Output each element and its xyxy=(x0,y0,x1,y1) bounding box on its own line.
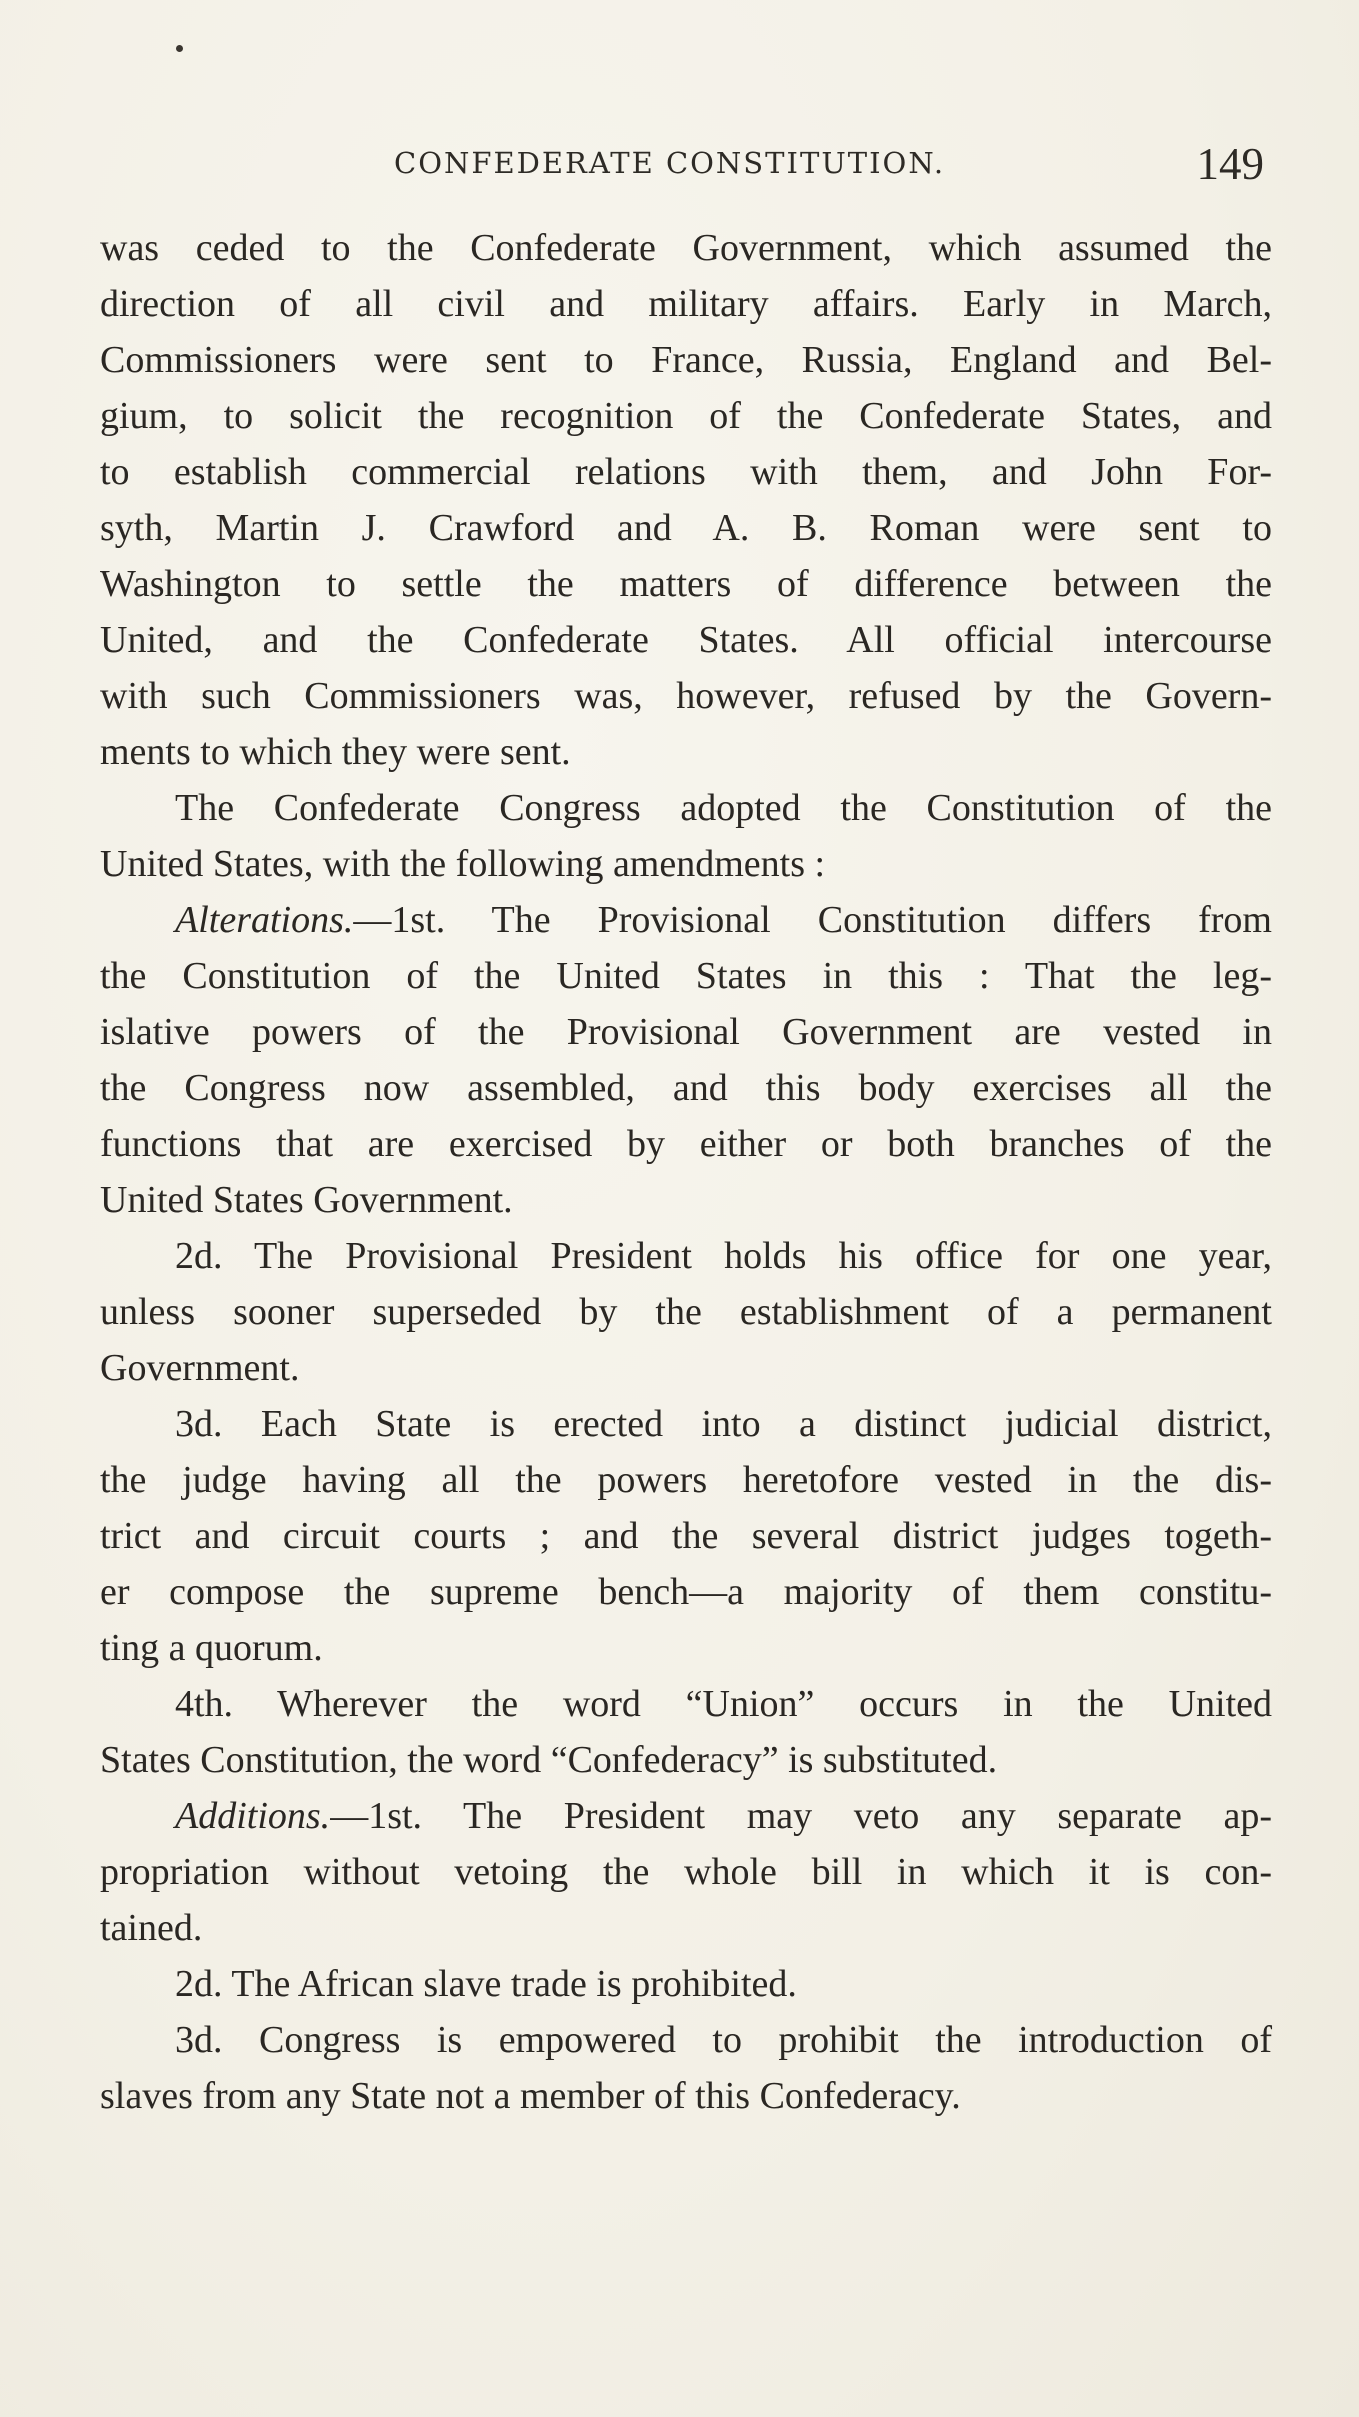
text-line: United States, with the following amendments : xyxy=(100,843,826,885)
text-line: Washington to settle the matters of difference between the xyxy=(100,563,1272,605)
text-line: 3d. Each State is erected into a distinct judicial district, xyxy=(175,1403,1272,1445)
text-line: the Congress now assembled, and this body exercises all the xyxy=(100,1067,1272,1109)
text-line: States Constitution, the word “Confederacy” is substituted. xyxy=(100,1739,998,1781)
body-text xyxy=(100,220,1272,2124)
text-line: 3d. Congress is empowered to prohibit the introduction of xyxy=(175,2019,1272,2061)
text-line: United, and the Confederate States. All official intercourse xyxy=(100,619,1272,661)
text-line: was ceded to the Confederate Government, which assumed the xyxy=(100,227,1272,269)
text-line: tained. xyxy=(100,1907,203,1949)
text-line-rest: —1st. The Provisional Constitution differs from xyxy=(353,899,1272,941)
text-line-rest: —1st. The President may veto any separate ap- xyxy=(330,1795,1272,1837)
text-line: syth, Martin J. Crawford and A. B. Roman were sent to xyxy=(100,507,1272,549)
text-line: Commissioners were sent to France, Russia, England and Bel- xyxy=(100,339,1272,381)
text-line: Government. xyxy=(100,1347,300,1389)
section-heading-alterations: Alterations. xyxy=(175,899,354,941)
text-line: trict and circuit courts ; and the several district judges togeth- xyxy=(100,1515,1272,1557)
text-line: er compose the supreme bench—a majority of them constitu- xyxy=(100,1571,1272,1613)
running-head: CONFEDERATE CONSTITUTION. xyxy=(394,146,946,180)
text-line: ting a quorum. xyxy=(100,1627,323,1669)
text-line: 2d. The Provisional President holds his office for one year, xyxy=(175,1235,1272,1277)
text-line: United States Government. xyxy=(100,1179,513,1221)
text-line: propriation without vetoing the whole bill in which it is con- xyxy=(100,1851,1272,1893)
text-line: gium, to solicit the recognition of the Confederate States, and xyxy=(100,395,1272,437)
text-line: the Constitution of the United States in this : That the leg- xyxy=(100,955,1272,997)
text-line: 2d. The African slave trade is prohibited. xyxy=(175,1963,797,2005)
page-number: 149 xyxy=(1196,139,1264,189)
ink-speck xyxy=(176,45,183,52)
text-line: The Confederate Congress adopted the Constitution of the xyxy=(175,787,1272,829)
text-line: unless sooner superseded by the establishment of a permanent xyxy=(100,1291,1272,1333)
text-line: functions that are exercised by either or both branches of the xyxy=(100,1123,1272,1165)
text-line: to establish commercial relations with them, and John For- xyxy=(100,451,1272,493)
page-header xyxy=(394,138,1264,198)
text-line: ments to which they were sent. xyxy=(100,731,571,773)
text-line: slaves from any State not a member of this Confederacy. xyxy=(100,2075,961,2117)
text-line: the judge having all the powers heretofore vested in the dis- xyxy=(100,1459,1272,1501)
text-line xyxy=(100,892,1272,948)
text-line: with such Commissioners was, however, refused by the Govern- xyxy=(100,675,1272,717)
text-line: 4th. Wherever the word “Union” occurs in the United xyxy=(175,1683,1272,1725)
text-line: direction of all civil and military affairs. Early in March, xyxy=(100,283,1272,325)
text-line xyxy=(100,1788,1272,1844)
section-heading-additions: Additions. xyxy=(175,1795,331,1837)
text-line: islative powers of the Provisional Government are vested in xyxy=(100,1011,1272,1053)
